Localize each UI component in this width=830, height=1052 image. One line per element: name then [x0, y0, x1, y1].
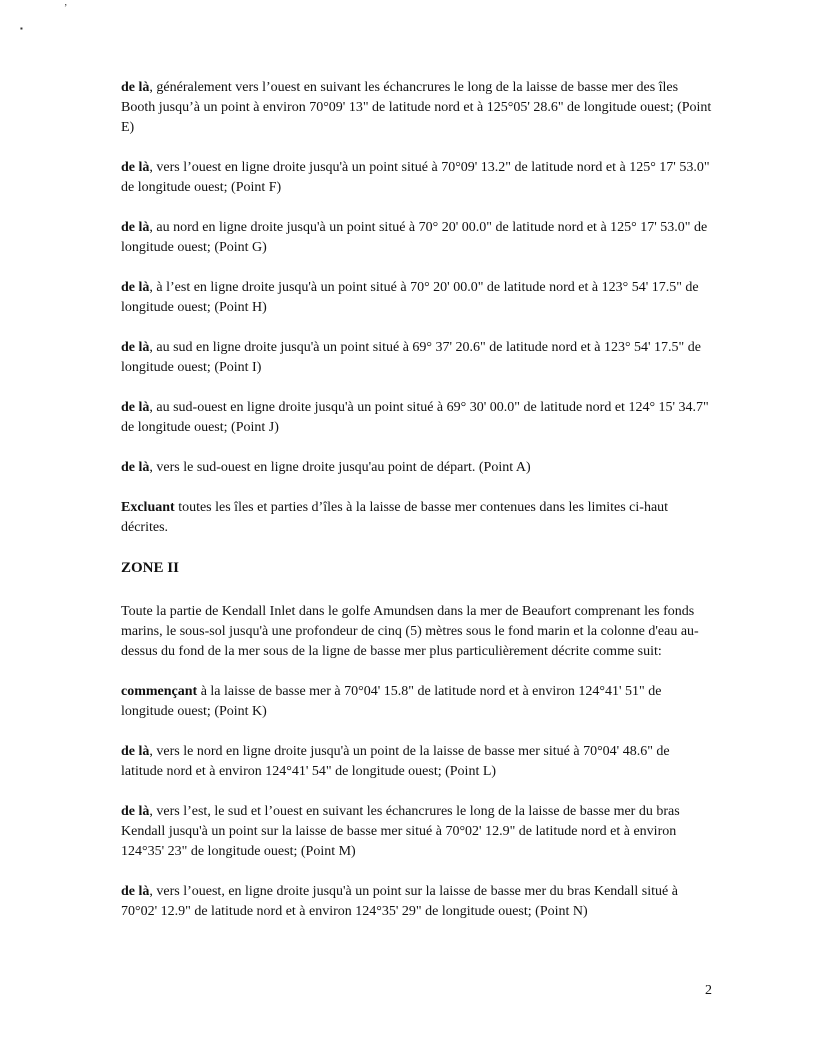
paragraph-point-l [121, 742, 713, 782]
lead-de-la: de là [121, 280, 150, 295]
paragraph-point-m [121, 802, 713, 862]
paragraph-zone-ii-intro [121, 602, 713, 662]
page-number: 2 [705, 983, 712, 998]
lead-de-la: de là [121, 804, 150, 819]
paragraph-point-h [121, 278, 713, 318]
lead-commencant: commençant [121, 684, 198, 699]
paragraph-text: à la laisse de basse mer à 70°04' 15.8" de latitude nord et à environ 124°41' 51" de longitude ouest; (Point K) [121, 684, 662, 719]
paragraph-text: , vers le nord en ligne droite jusqu'à un point de la laisse de basse mer situé à 70°04' 48.6" de latitude nord et à environ 124°41' 54" de longitude ouest; (Point L) [121, 744, 670, 779]
paragraph-text: , à l’est en ligne droite jusqu'à un point situé à 70° 20' 00.0" de latitude nord et à 123° 54' 17.5" de longitude ouest; (Point H) [121, 280, 699, 315]
paragraph-point-n [121, 882, 713, 922]
lead-excluant: Excluant [121, 500, 175, 515]
paragraph-text: , généralement vers l’ouest en suivant les échancrures le long de la laisse de basse mer des îles Booth jusqu’à un point à environ 70°09' 13" de latitude nord et à 125°05' 28.6" de longitude ouest; (Point E) [121, 80, 712, 135]
paragraph-text: , vers le sud-ouest en ligne droite jusqu'au point de départ. (Point A) [149, 460, 531, 475]
paragraph-point-a [121, 458, 713, 478]
paragraph-text: toutes les îles et parties d’îles à la laisse de basse mer contenues dans les limites ci-haut décrites. [121, 500, 669, 535]
lead-de-la: de là [121, 340, 150, 355]
lead-de-la: de là [121, 460, 150, 475]
paragraph-text: , au sud-ouest en ligne droite jusqu'à un point situé à 69° 30' 00.0" de latitude nord et 124° 15' 34.7" de longitude ouest; (Point J) [121, 400, 709, 435]
lead-de-la: de là [121, 744, 150, 759]
paragraph-excluant [121, 498, 713, 538]
paragraph-text: , au sud en ligne droite jusqu'à un point situé à 69° 37' 20.6" de latitude nord et à 123° 54' 17.5" de longitude ouest; (Point I) [121, 340, 701, 375]
paragraph-point-f [121, 158, 713, 198]
paragraph-text: , vers l’ouest, en ligne droite jusqu'à un point sur la laisse de basse mer du bras Kendall situé à 70°02' 12.9" de latitude nord et à environ 124°35' 29" de longitude ouest; (Point N) [121, 884, 678, 919]
paragraph-point-g [121, 218, 713, 258]
lead-de-la: de là [121, 400, 150, 415]
paragraph-text: , vers l’ouest en ligne droite jusqu'à un point situé à 70°09' 13.2" de latitude nord et à 125° 17' 53.0" de longitude ouest; (Point F) [121, 160, 710, 195]
paragraph-point-j [121, 398, 713, 438]
lead-de-la: de là [121, 220, 150, 235]
paragraph-point-e [121, 78, 713, 138]
lead-de-la: de là [121, 80, 150, 95]
paragraph-text: , vers l’est, le sud et l’ouest en suivant les échancrures le long de la laisse de basse mer du bras Kendall jusqu'à un point sur la laisse de basse mer situé à 70°02' 12.9" de latitude nord et à environ 124°35' 23" de longitude ouest; (Point M) [121, 804, 680, 859]
lead-de-la: de là [121, 160, 150, 175]
lead-de-la: de là [121, 884, 150, 899]
scan-artifact-dot: ▪ [20, 24, 23, 33]
paragraph-text: , au nord en ligne droite jusqu'à un point situé à 70° 20' 00.0" de latitude nord et à 125° 17' 53.0" de longitude ouest; (Point G) [121, 220, 708, 255]
paragraph-text: Toute la partie de Kendall Inlet dans le golfe Amundsen dans la mer de Beaufort comprenant les fonds marins, le sous-sol jusqu'à une profondeur de cinq (5) mètres sous le fond marin et la colonne d'eau au-dessus du fond de la mer sous de la ligne de basse mer plus particulièrement décrite comme suit: [121, 604, 699, 659]
paragraph-point-i [121, 338, 713, 378]
document-body [121, 78, 713, 942]
paragraph-commencant-point-k [121, 682, 713, 722]
zone-ii-heading: ZONE II [121, 560, 179, 576]
scan-artifact-mark: ’ [64, 3, 68, 14]
